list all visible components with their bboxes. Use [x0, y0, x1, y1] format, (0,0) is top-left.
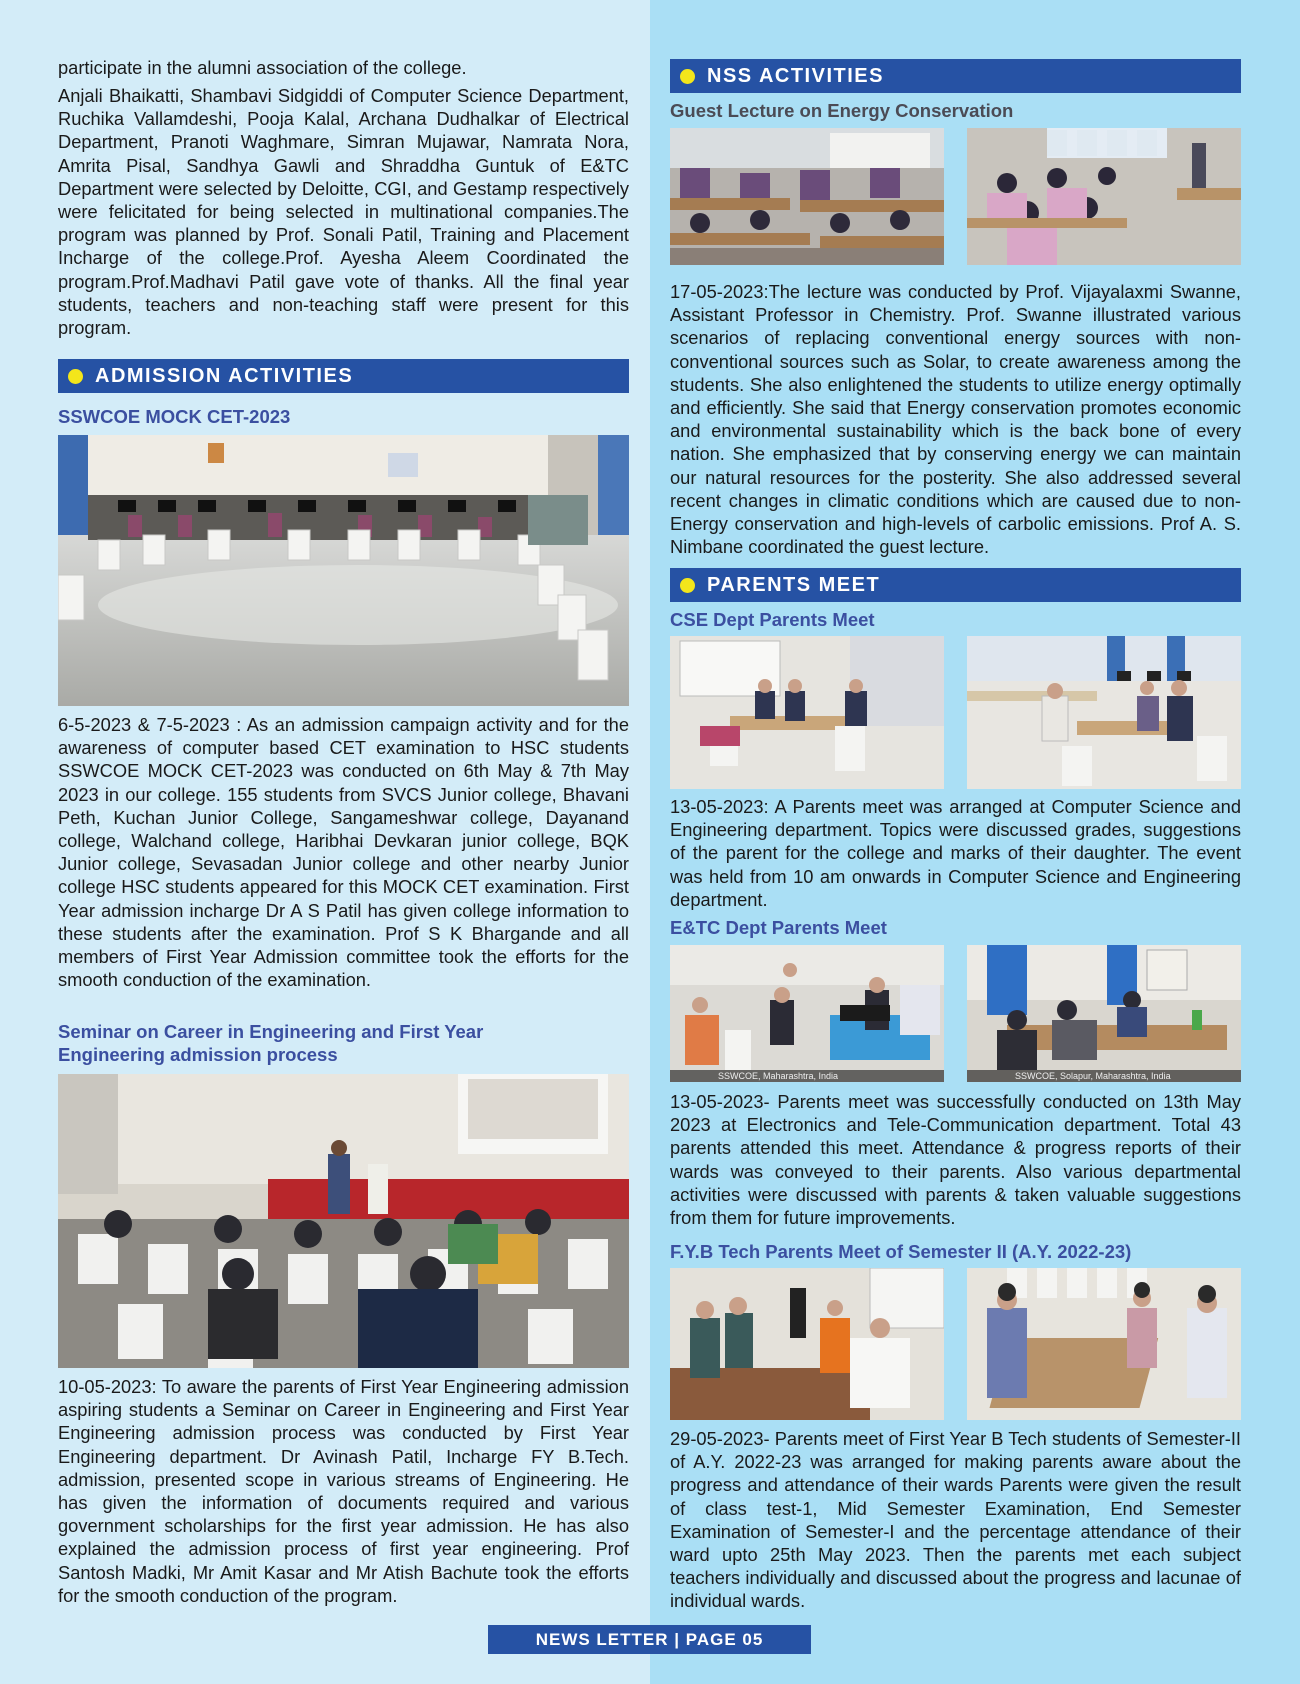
section-title: PARENTS MEET [707, 573, 881, 596]
fy-photo-row [670, 1268, 1241, 1420]
fy-parents-heading: F.Y.B Tech Parents Meet of Semester II (A.Y. 2022-23) [670, 1241, 1132, 1262]
seminar-heading-line-1: Seminar on Career in Engineering and First Year [58, 1021, 484, 1042]
nss-activities-bar [670, 59, 1241, 93]
nss-photo-row [670, 128, 1241, 265]
parents-meet-bar [670, 568, 1241, 602]
photo-geo-stamp: SSWCOE, Solapur, Maharashtra, India [967, 1070, 1241, 1082]
newsletter-page-footer: NEWS LETTER | PAGE 05 [488, 1625, 811, 1654]
etc-parents-photo-2 [967, 945, 1241, 1082]
nss-lecture-photo-2 [967, 128, 1241, 265]
admission-activities-bar [58, 359, 629, 393]
nss-lecture-paragraph: 17-05-2023:The lecture was conducted by Prof. Vijayalaxmi Swanne, Assistant Professor in Chemistry. Prof. Swanne illustrated various scenarios of replacing conventional energy sources with non-conventional sources such as Solar, to create awareness among the students. She also enlightened the students to utilize energy optimally and efficiently. She said that Energy conservation promotes economic and environmental sustainability which is the back bone of every nation. She emphasized that by conserving energy we can maintain our natural resources for the posterity. She also addressed several recent changes in climatic conditions which are caused due to non-Energy conservation and high-levels of carbolic emissions. Prof A. S. Nimbane coordinated the guest lecture. [670, 281, 1241, 558]
yellow-dot-icon [680, 578, 695, 593]
cse-parents-photo-2 [967, 636, 1241, 789]
nss-lecture-heading: Guest Lecture on Energy Conservation [670, 100, 1014, 121]
etc-parents-heading: E&TC Dept Parents Meet [670, 917, 887, 938]
etc-parents-paragraph: 13-05-2023- Parents meet was successfully conducted on 13th May 2023 at Electronics and Tele-Communication department. Total 43 parents attended this meet. Attendance & progress reports of their wards was conveyed to their parents. Also various departmental activities were discussed with parents & taken valuable suggestions from them for future improvements. [670, 1091, 1241, 1229]
fy-parents-photo-2 [967, 1268, 1241, 1420]
mock-cet-heading: SSWCOE MOCK CET-2023 [58, 406, 291, 427]
placement-felicitation-paragraph: Anjali Bhaikatti, Shambavi Sidgiddi of Computer Science Department, Ruchika Vallamdeshi, Pooja Kalal, Archana Dudhalkar of Electrical Department, Pranoti Waghmare, Simran Mujawar, Namrata Nora, Amrita Pisal, Sandhya Gawli and Shraddha Guntuk of E&TC Department were selected by Deloitte, CGI, and Gestamp respectively were felicitated for being selected in multinational companies.The program was planned by Prof. Sonali Patil, Training and Placement Incharge of the college.Prof. Ayesha Aleem Coordinated the program.Prof.Madhavi Patil gave vote of thanks. All the final year students, teachers and non-teaching staff were present for this program. [58, 85, 629, 339]
fy-parents-photo-1 [670, 1268, 944, 1420]
cse-parents-photo-1 [670, 636, 944, 789]
seminar-paragraph: 10-05-2023: To aware the parents of First Year Engineering admission aspiring students a Seminar on Career in Engineering and First Year Engineering admission process was conducted by First Year Engineering department. Dr Avinash Patil, Incharge FY B.Tech. admission, presented scope in various streams of Engineering. He has given the information of documents required and various government scholarships for the first year admission. He has also explained the admission process of first year engineering. Prof Santosh Madki, Mr Amit Kasar and Mr Atish Bachute took the efforts for the smooth conduction of the program. [58, 1376, 629, 1606]
cse-photo-row [670, 636, 1241, 789]
fy-parents-paragraph: 29-05-2023- Parents meet of First Year B Tech students of Semester-II of A.Y. 2022-23 was arranged for making parents aware about the progress and attendance of their wards Parents were given the result of class test-1, Mid Semester Examination, End Semester Examination of Semester-I and the percentage attendance of their ward upto 25th May 2023. Then the parents met each subject teachers individually and discussed about the progress and lacunae of individual wards. [670, 1428, 1241, 1612]
etc-parents-photo-1 [670, 945, 944, 1082]
section-title: NSS ACTIVITIES [707, 64, 884, 87]
intro-tail-text: participate in the alumni association of the college. [58, 57, 467, 78]
section-title: ADMISSION ACTIVITIES [95, 364, 354, 387]
nss-lecture-photo-1 [670, 128, 944, 265]
yellow-dot-icon [680, 69, 695, 84]
mock-cet-paragraph: 6-5-2023 & 7-5-2023 : As an admission campaign activity and for the awareness of computer based CET examination to HSC students SSWCOE MOCK CET-2023 was conducted on 6th May & 7th May 2023 in our college. 155 students from SVCS Junior college, Bhavani Peth, Kuchan Junior College, Sangameshwar college, Dayanand college, Walchand college, Haribhai Devkaran junior college, BQK Junior college, Sevasadan Junior college and other nearby Junior college HSC students appeared for this MOCK CET examination. First Year admission incharge Dr A S Patil has given college information to these students after the examination. Prof S K Bhargande and all members of First Year Admission committee took the efforts for the smooth conduction of the examination. [58, 714, 629, 991]
yellow-dot-icon [68, 369, 83, 384]
cse-parents-heading: CSE Dept Parents Meet [670, 609, 875, 630]
seminar-photo [58, 1074, 629, 1368]
mock-cet-lab-photo [58, 435, 629, 706]
etc-photo-row [670, 945, 1241, 1082]
cse-parents-paragraph: 13-05-2023: A Parents meet was arranged at Computer Science and Engineering department. Topics were discussed grades, suggestions of the parent for the college and marks of their daughter. The event was held from 10 am onwards in Computer Science and Engineering department. [670, 796, 1241, 910]
seminar-heading-line-2: Engineering admission process [58, 1044, 338, 1065]
photo-geo-stamp: SSWCOE, Maharashtra, India [670, 1070, 944, 1082]
